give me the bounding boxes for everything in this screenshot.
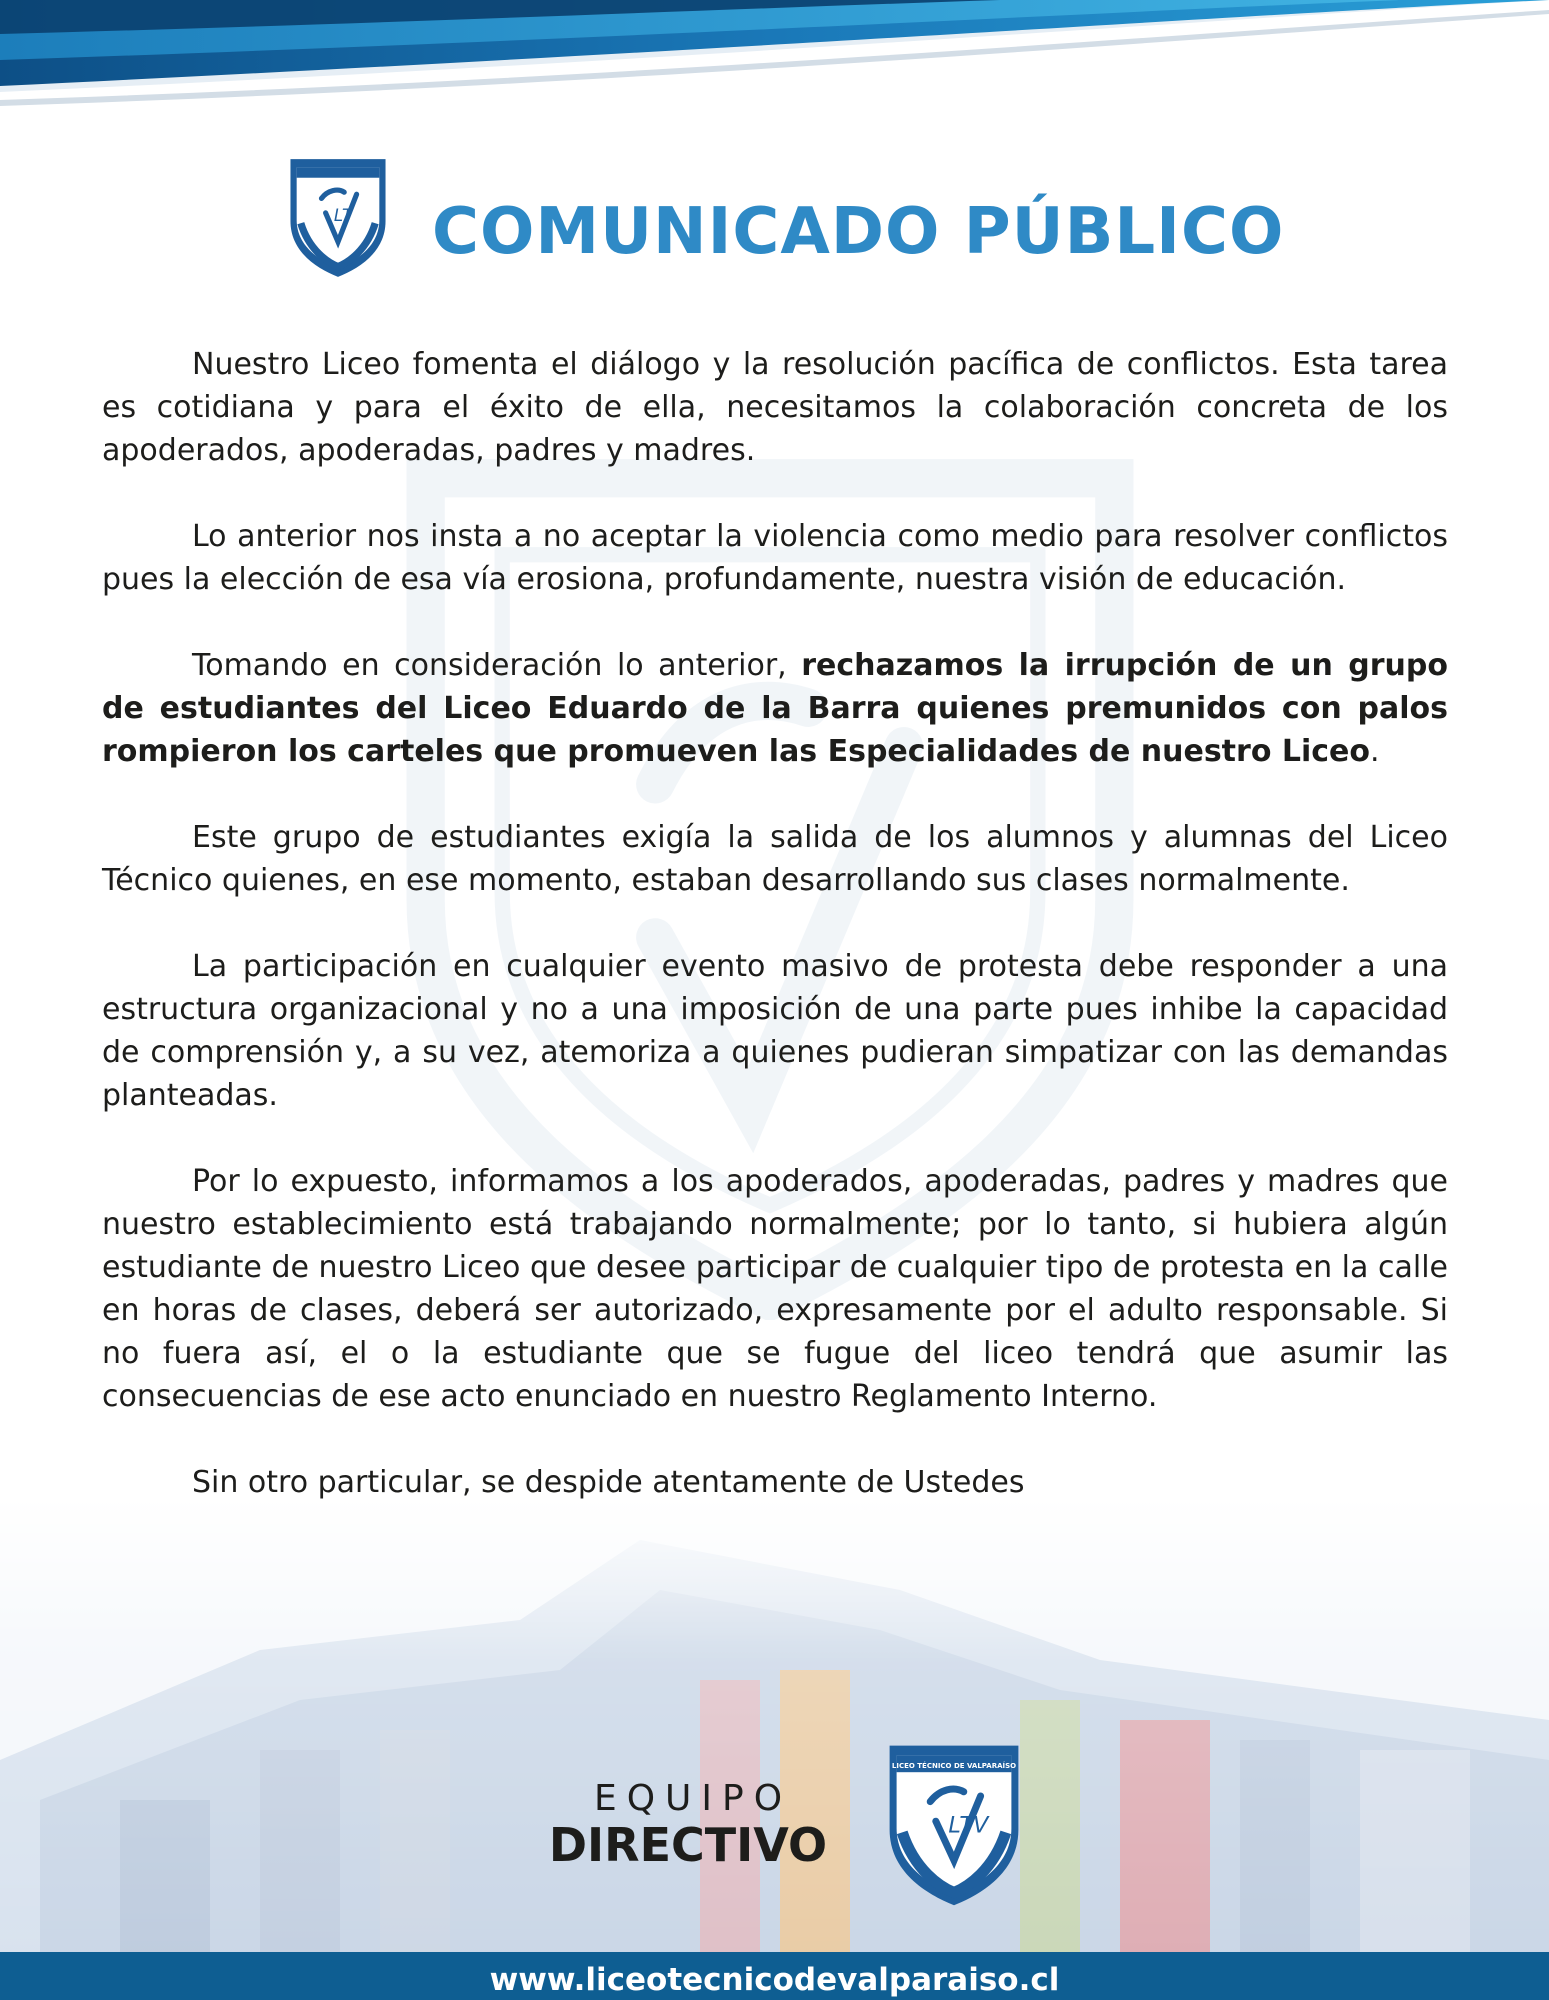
- paragraph-6: Por lo expuesto, informamos a los apoderados, apoderadas, padres y madres que nuestro establecimiento está trabajando normalmente; por lo tanto, si hubiera algún estudiante de nuestro Liceo que desee participar de cualquier tipo de protesta en la calle en horas de clases, deberá ser autorizado, expresamente por el adulto responsable. Si no fuera así, el o la estudiante que se fugue del liceo tendrá que asumir las consecuencias de ese acto enunciado en nuestro Reglamento Interno.: [102, 1164, 1448, 1414]
- top-wave-banner: [0, 0, 1549, 120]
- signature-block: [548, 1778, 828, 1870]
- header: [286, 155, 1286, 285]
- communique-body: [102, 343, 1448, 1547]
- paragraph-2: Lo anterior nos insta a no aceptar la violencia como medio para resolver conflictos pues la elección de esa vía erosiona, profundamente, nuestra visión de educación.: [102, 519, 1448, 597]
- page-title: COMUNICADO PÚBLICO: [432, 195, 1285, 269]
- paragraph-3: [102, 644, 1448, 773]
- crest-name-band: LICEO TÉCNICO DE VALPARAÍSO: [891, 1762, 1017, 1770]
- paragraph-3-end: .: [1370, 734, 1380, 769]
- footer-bar: [0, 1952, 1549, 2000]
- paragraph-3-bold: rechazamos la irrupción de un grupo de estudiantes del Liceo Eduardo de la Barra quienes premunidos con palos rompieron los carteles que promueven las Especialidades de nuestro Liceo: [102, 648, 1448, 769]
- paragraph-3-intro: Tomando en consideración lo anterior,: [192, 648, 802, 683]
- signature-line-1: EQUIPO: [593, 1778, 793, 1819]
- school-crest-large-icon: [884, 1740, 1024, 1908]
- closing-line: Sin otro particular, se despide atentamente de Ustedes: [192, 1465, 1025, 1500]
- paragraph-4: Este grupo de estudiantes exigía la salida de los alumnos y alumnas del Liceo Técnico quienes, en ese momento, estaban desarrollando sus clases normalmente.: [102, 820, 1448, 898]
- school-building-background: [0, 1500, 1549, 1960]
- school-crest-icon: [286, 155, 390, 279]
- paragraph-5: La participación en cualquier evento masivo de protesta debe responder a una estructura organizacional y no a una imposición de una parte pues inhibe la capacidad de comprensión y, a su vez, atemoriza a quienes pudieran simpatizar con las demandas planteadas.: [102, 949, 1448, 1113]
- website-link[interactable]: www.liceotecnicodevalparaiso.cl: [489, 1962, 1060, 1998]
- svg-text:LT: LT: [333, 206, 353, 226]
- crest-monogram: LTV: [948, 1812, 989, 1839]
- signature-line-2: DIRECTIVO: [548, 1818, 828, 1872]
- paragraph-1: Nuestro Liceo fomenta el diálogo y la resolución pacífica de conflictos. Esta tarea es cotidiana y para el éxito de ella, necesitamos la colaboración concreta de los apoderados, apoderadas, padres y madres.: [102, 347, 1448, 468]
